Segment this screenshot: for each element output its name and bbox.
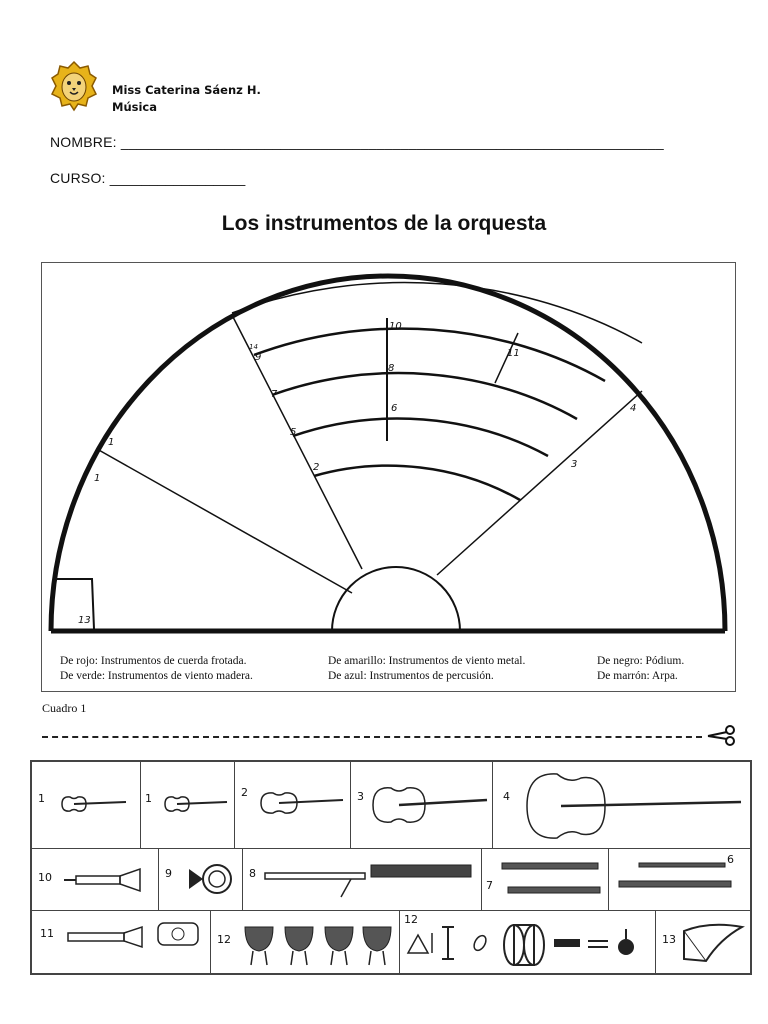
violin-icon [157,784,233,824]
section-number-label: 11 [507,348,520,359]
section-number-label: 13 [78,615,91,626]
cutout-percussion[interactable]: 12 [399,910,656,974]
legend-marron: De marrón: Arpa. [597,670,678,682]
teacher-name: Miss Caterina Sáenz H. [112,83,261,97]
section-number-label: 9 [255,352,262,363]
section-number-label: 6 [391,403,398,414]
cutout-cello[interactable]: 3 [350,761,493,849]
cutout-violin-b[interactable]: 1 [140,761,235,849]
lion-logo-icon [50,60,98,112]
cutout-piccolo[interactable]: 6 [608,848,751,911]
legend-rojo: De rojo: Instrumentos de cuerda frotada. [60,655,247,667]
flute-bassoon-icon [261,853,477,909]
section-number-label: 1 [108,437,115,448]
section-number-label: 2 [313,462,320,473]
instrument-cutouts [30,760,752,975]
cutout-oboe-clarinet[interactable]: 7 [481,848,609,911]
cutout-timpani[interactable]: 12 [210,910,400,974]
cutout-flute-bassoon[interactable]: 8 [242,848,482,911]
timpani-icon [241,917,397,971]
curso-field: CURSO: _________________ [50,170,246,186]
cutout-viola[interactable]: 2 [234,761,351,849]
teacher-info [112,82,261,116]
cutout-harp[interactable]: 13 [655,910,751,974]
cut-line [42,736,702,738]
legend-verde: De verde: Instrumentos de viento madera. [60,670,253,682]
section-number-label: 7 [271,389,278,400]
section-number-label: 10 [389,321,402,332]
trombone-tuba-icon [62,919,208,965]
diagram-caption: Cuadro 1 [42,701,87,715]
section-number-label: 3 [571,459,578,470]
french-horn-icon [183,857,239,903]
section-number-label: 4 [630,403,637,414]
double-bass-icon [521,764,747,848]
subject-name: Música [112,100,157,114]
harp-icon [680,919,746,967]
page-title: Los instrumentos de la orquesta [221,212,547,235]
legend-negro: De negro: Pódium. [597,655,685,667]
legend-azul: De azul: Instrumentos de percusión. [328,670,494,682]
legend-amarillo: De amarillo: Instrumentos de viento metal. [328,655,526,667]
section-number-label: 14 [249,343,258,351]
viola-icon [255,778,347,828]
scissors-icon [706,724,736,746]
section-number-label: 1 [94,473,101,484]
cello-icon [369,770,491,840]
oboe-clarinet-icon [498,855,606,905]
cutout-trombone-tuba[interactable]: 11 [31,910,211,974]
cutout-double-bass[interactable]: 4 [492,761,751,849]
orchestra-diagram [41,262,736,692]
orchestra-seating-chart [42,263,734,690]
cutout-trumpet[interactable]: 10 [31,848,159,911]
cutout-french-horn[interactable]: 9 [158,848,243,911]
nombre-field: NOMBRE: ____________________________________________________________________ [50,134,664,150]
section-number-label: 5 [290,427,297,438]
violin-icon [54,784,134,824]
percussion-icon [404,919,654,971]
trumpet-icon [62,863,152,897]
cutout-violin-a[interactable]: 1 [31,761,141,849]
piccolo-icon [615,855,745,905]
section-number-label: 8 [388,363,395,374]
